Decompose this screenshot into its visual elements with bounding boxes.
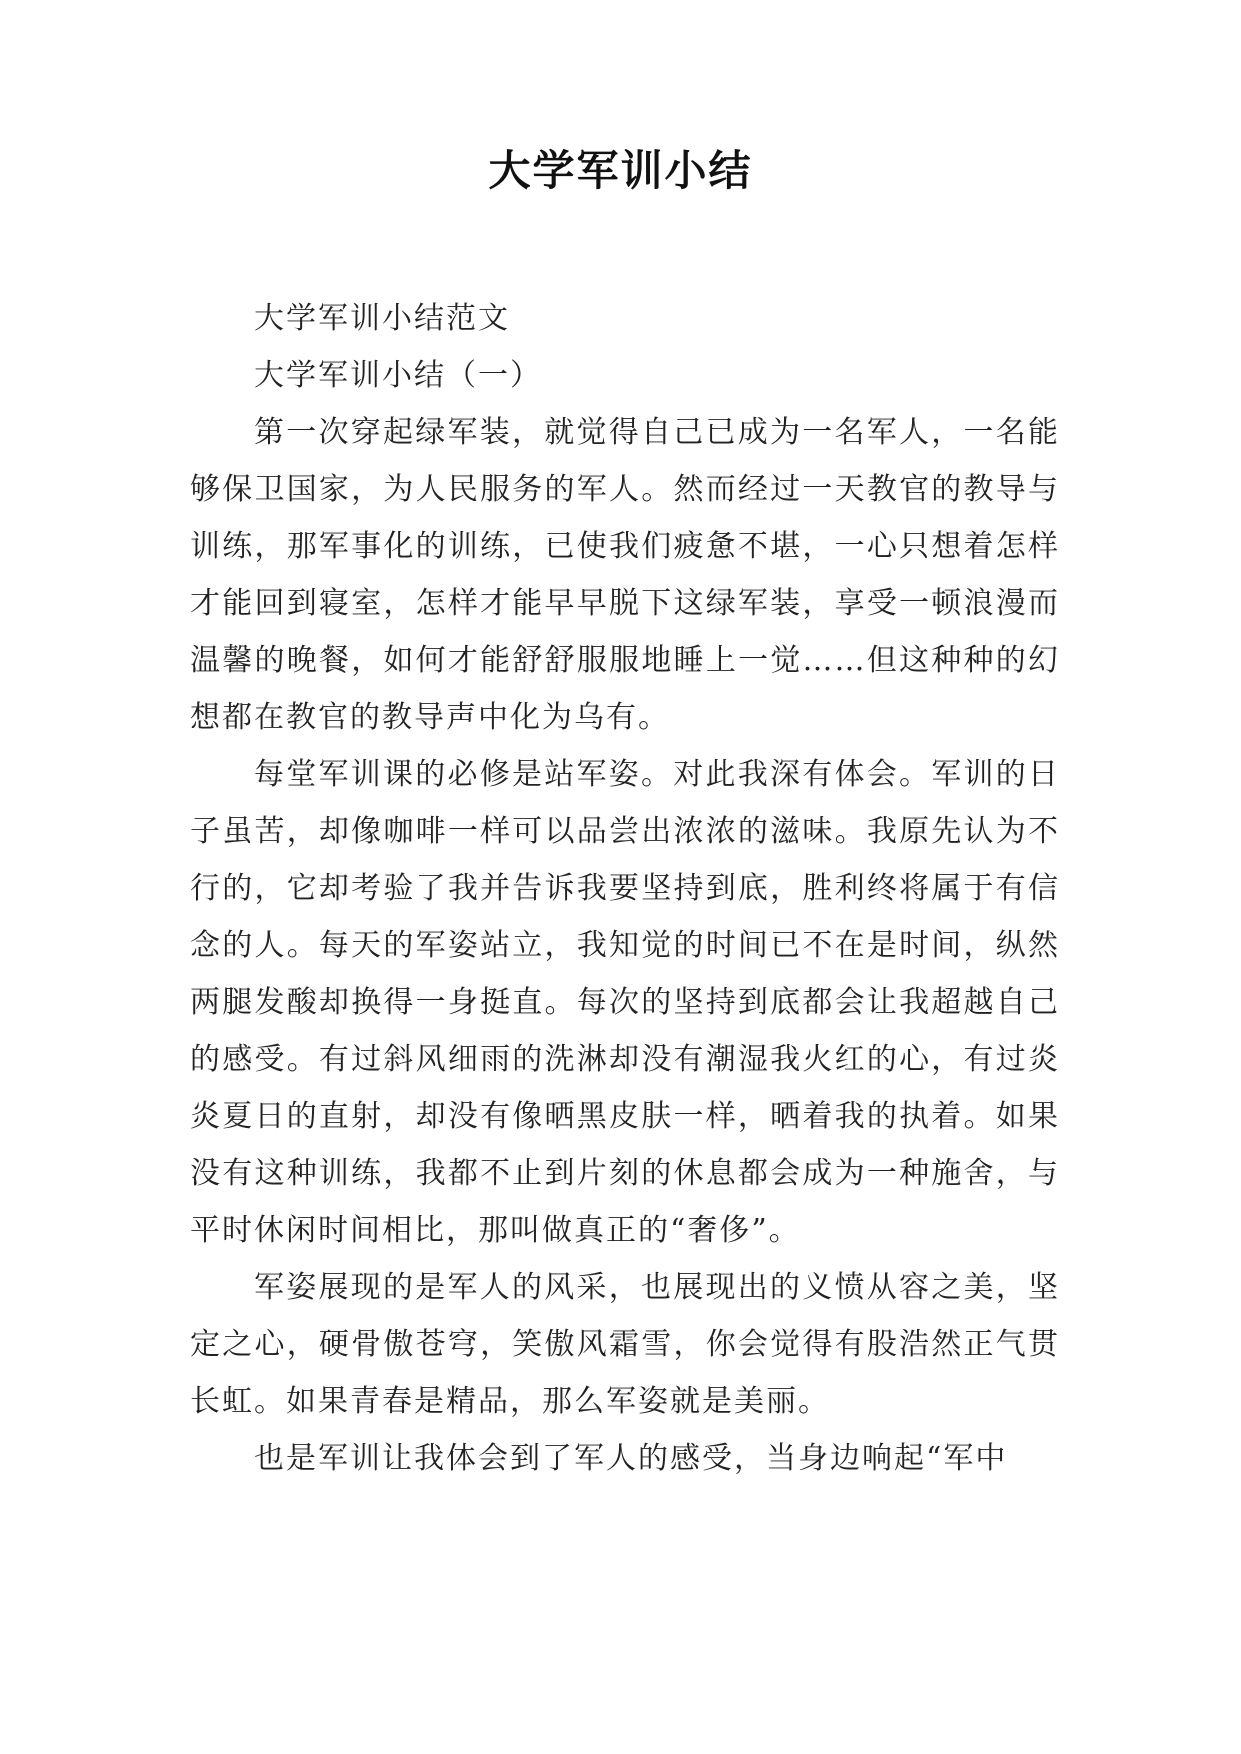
body-paragraph: 每堂军训课的必修是站军姿。对此我深有体会。军训的日子虽苦，却像咖啡一样可以品尝出浓浓的滋味。我原先认为不行的，它却考验了我并告诉我要坚持到底，胜利终将属于有信念的人。每天的军姿站立，我知觉的时间已不在是时间，纵然两腿发酸却换得一身挺直。每次的坚持到底都会让我超越自己的感受。有过斜风细雨的洗淋却没有潮湿我火红的心，有过炎炎夏日的直射，却没有像晒黑皮肤一样，晒着我的执着。如果没有这种训练，我都不止到片刻的休息都会成为一种施舍，与平时休闲时间相比，那叫做真正的“奢侈”。 (190, 757, 1060, 1248)
section-heading: 大学军训小结（一） (254, 358, 542, 393)
body-paragraph: 也是军训让我体会到了军人的感受，当身边响起“军中 (254, 1441, 1008, 1476)
document-title: 大学军训小结 (488, 146, 753, 195)
body-paragraph: 第一次穿起绿军装，就觉得自己已成为一名军人，一名能够保卫国家，为人民服务的军人。然而经过一天教官的教导与训练，那军事化的训练，已使我们疲惫不堪，一心只想着怎样才能回到寝室，怎样才能早早脱下这绿军装，享受一顿浪漫而温馨的晚餐，如何才能舒舒服服地睡上一觉……但这种种的幻想都在教官的教导声中化为乌有。 (190, 415, 1060, 735)
document-body (190, 290, 1060, 1487)
subtitle-paragraph: 大学军训小结范文 (254, 301, 510, 336)
body-paragraph: 军姿展现的是军人的风采，也展现出的义愤从容之美，坚定之心，硬骨傲苍穹，笑傲风霜雪，你会觉得有股浩然正气贯长虹。如果青春是精品，那么军姿就是美丽。 (190, 1270, 1060, 1419)
